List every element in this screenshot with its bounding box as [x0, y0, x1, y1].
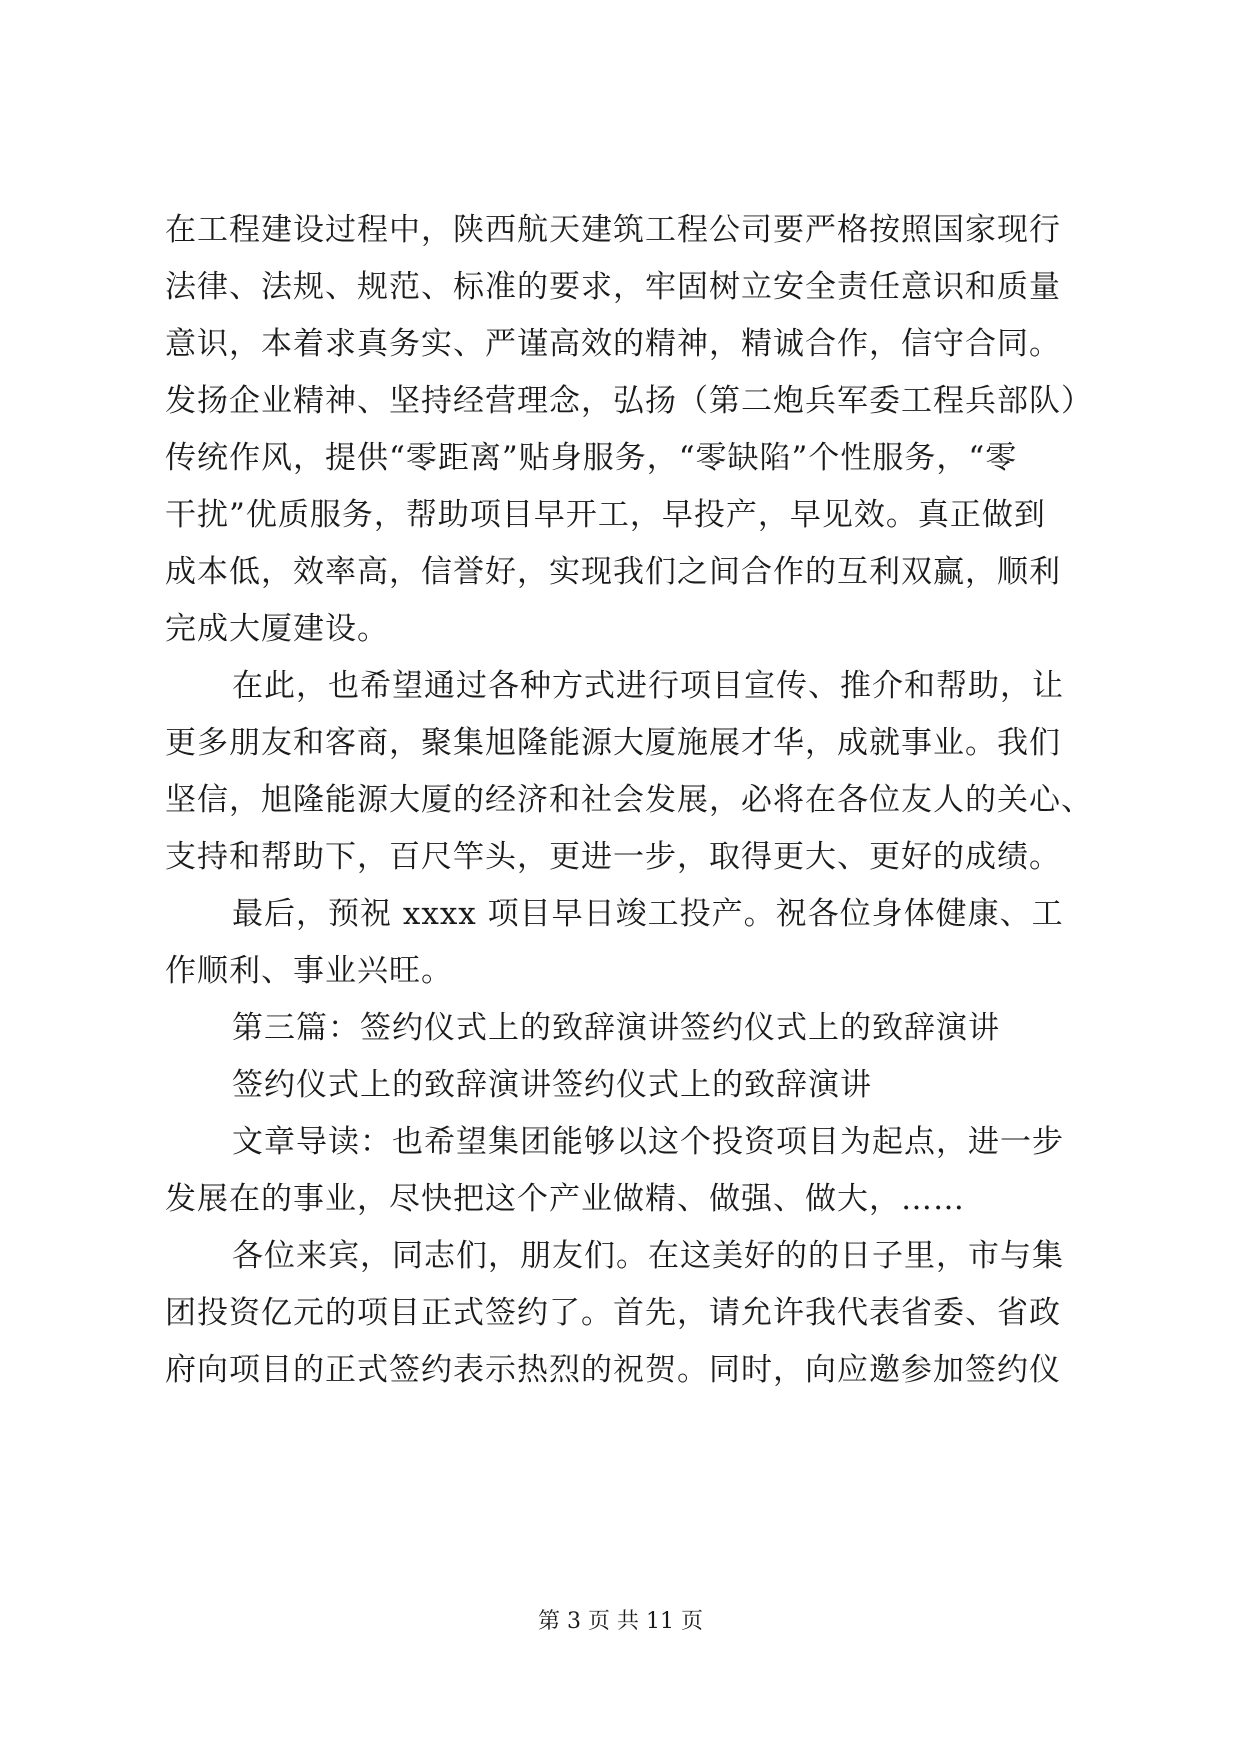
text-line: 成本低，效率高，信誉好，实现我们之间合作的互利双赢，顺利	[165, 554, 1061, 590]
text-line: 传统作风，提供“零距离”贴身服务，“零缺陷”个性服务，“零	[165, 440, 1018, 476]
text-line: 发扬企业精神、坚持经营理念，弘扬（第二炮兵军委工程兵部队）	[165, 383, 1093, 419]
paragraph-start-line: 在此，也希望通过各种方式进行项目宣传、推介和帮助，让	[232, 668, 1064, 704]
text-line: 坚信，旭隆能源大厦的经济和社会发展，必将在各位友人的关心、	[165, 782, 1093, 818]
section-subheading: 签约仪式上的致辞演讲签约仪式上的致辞演讲	[232, 1067, 872, 1103]
text-line: 更多朋友和客商，聚集旭隆能源大厦施展才华，成就事业。我们	[165, 725, 1061, 761]
text-line: 作顺利、事业兴旺。	[165, 953, 453, 989]
section-heading: 第三篇：签约仪式上的致辞演讲签约仪式上的致辞演讲	[232, 1010, 1000, 1046]
text-line: 支持和帮助下，百尺竿头，更进一步，取得更大、更好的成绩。	[165, 839, 1061, 875]
text-line: 法律、法规、规范、标准的要求，牢固树立安全责任意识和质量	[165, 269, 1061, 305]
text-line: 意识，本着求真务实、严谨高效的精神，精诚合作，信守合同。	[165, 326, 1061, 362]
text-line: 干扰”优质服务，帮助项目早开工，早投产，早见效。真正做到	[165, 497, 1046, 533]
text-line: 发展在的事业，尽快把这个产业做精、做强、做大，……	[165, 1181, 965, 1217]
text-line: 团投资亿元的项目正式签约了。首先，请允许我代表省委、省政	[165, 1295, 1061, 1331]
paragraph-start-line: 各位来宾，同志们，朋友们。在这美好的的日子里，市与集	[232, 1238, 1064, 1274]
text-line: 府向项目的正式签约表示热烈的祝贺。同时，向应邀参加签约仪	[165, 1352, 1061, 1388]
page-number-footer: 第 3 页 共 11 页	[538, 1609, 703, 1634]
paragraph-start-line: 文章导读：也希望集团能够以这个投资项目为起点，进一步	[232, 1124, 1064, 1160]
text-line: 在工程建设过程中，陕西航天建筑工程公司要严格按照国家现行	[165, 212, 1061, 248]
paragraph-start-line: 最后，预祝 xxxx 项目早日竣工投产。祝各位身体健康、工	[232, 896, 1064, 932]
text-line: 完成大厦建设。	[165, 611, 389, 647]
